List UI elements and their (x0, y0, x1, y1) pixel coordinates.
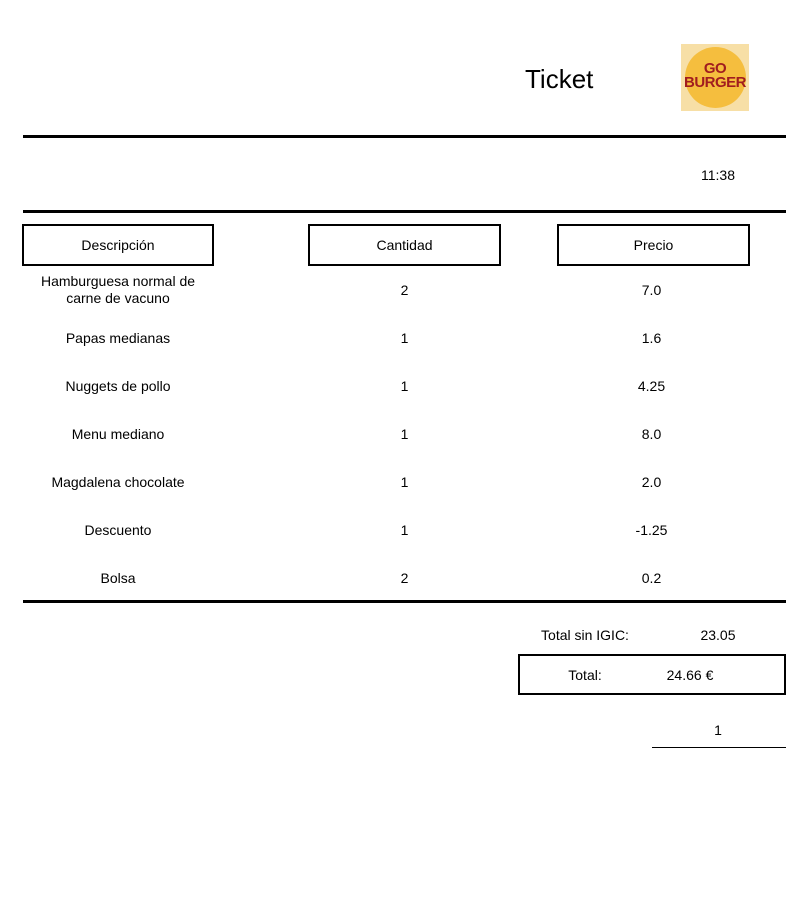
item-description: Magdalena chocolate (51, 473, 185, 490)
item-quantity: 1 (400, 425, 409, 442)
item-quantity: 1 (400, 377, 409, 394)
item-price: 4.25 (637, 377, 666, 394)
item-description: Menu mediano (71, 425, 165, 442)
header-divider-bottom (23, 210, 786, 213)
column-header-price: Precio (557, 224, 750, 266)
item-price: 7.0 (641, 281, 662, 298)
item-price: -1.25 (635, 521, 668, 538)
logo-text-burger: BURGER (683, 74, 746, 91)
table-row (0, 362, 811, 410)
items-table (0, 266, 811, 602)
ticket-title: Ticket (525, 64, 594, 94)
item-price: 2.0 (641, 473, 662, 490)
subtotal-value: 23.05 (700, 627, 736, 643)
total-value: 24.66 € (666, 666, 714, 683)
total-label: Total: (568, 666, 602, 683)
column-header-description: Descripción (22, 224, 214, 266)
table-row (0, 266, 811, 314)
item-quantity: 1 (400, 329, 409, 346)
table-divider-bottom (23, 600, 786, 603)
item-quantity: 1 (400, 473, 409, 490)
subtotal-label: Total sin IGIC: (541, 627, 629, 643)
item-description: Papas medianas (65, 329, 171, 346)
page-number-underline (652, 747, 786, 748)
column-header-quantity: Cantidad (308, 224, 501, 266)
table-row (0, 410, 811, 458)
page-number: 1 (714, 722, 722, 738)
ticket-time: 11:38 (701, 167, 735, 183)
table-row (0, 554, 811, 602)
item-price: 8.0 (641, 425, 662, 442)
total-box (518, 654, 786, 695)
header-divider-top (23, 135, 786, 138)
table-row (0, 506, 811, 554)
item-description: Nuggets de pollo (65, 377, 171, 394)
item-quantity: 2 (400, 569, 409, 586)
item-quantity: 1 (400, 521, 409, 538)
item-description: Bolsa (100, 569, 136, 586)
item-quantity: 2 (400, 281, 409, 298)
item-description: Descuento (84, 521, 152, 538)
table-row (0, 314, 811, 362)
logo-text-go: GO (703, 60, 727, 77)
goburger-logo (681, 44, 749, 111)
item-price: 0.2 (641, 569, 662, 586)
table-row (0, 458, 811, 506)
item-description: Hamburguesa normal de carne de vacuno (40, 273, 196, 306)
item-price: 1.6 (641, 329, 662, 346)
